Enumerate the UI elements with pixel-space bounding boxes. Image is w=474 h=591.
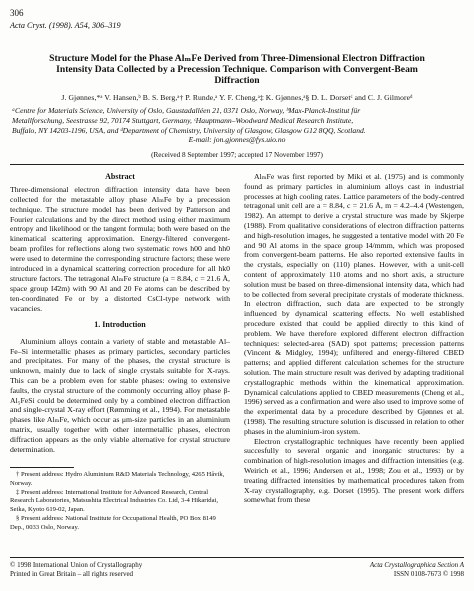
article-title [14, 53, 460, 87]
title-line-3: Diffraction [214, 75, 260, 87]
received-dates: (Received 8 September 1997; accepted 17 November 1997) [151, 151, 323, 159]
title-line-1: Structure Model for the Phase AlₘFe Derived from Three-Dimensional Electron Diffraction [49, 53, 425, 64]
footnote-2: ‡ Present address: International Institute for Advanced Research, Central Research Laboratories, Matsushita Electrical Industries Co. Ltd, 3-4 Hikaridai, Seika, Kyoto 619-02, Japan. [10, 488, 219, 513]
intro-section [10, 320, 230, 454]
footnotes [10, 471, 230, 533]
right-column [244, 172, 464, 505]
footnote-divider [10, 467, 74, 468]
journal-section: Acta Crystallographica Section A [369, 561, 464, 569]
header-divider [10, 164, 464, 165]
abstract-heading: Abstract [105, 172, 135, 181]
title-line-2: Intensity Data Collected by a Precession Technique. Comparison with Convergent-Beam [56, 64, 418, 76]
affiliation-line-1: ᵃCentre for Materials Science, University of Oslo, Gaustadalléen 21, 0371 Oslo, Norway, ᵇMax-Planck-Institut für [12, 106, 361, 115]
page-number: 306 [10, 8, 24, 18]
affiliations [12, 106, 462, 145]
author-list: J. Gjønnes,*ᵃ V. Hansen,ᵇ B. S. Berg,ᵃ† P. Runde,ᵃ Y. F. Cheng,ᵃ‡ K. Gjønnes,ᵃ§ D. L. Dorsetᶜ and C. J. Gilmoreᵈ [61, 93, 413, 102]
abstract-text: Three-dimensional electron diffraction intensity data have been collected for the metastable alloy phase AlₘFe by a precession technique. The structure model has been derived by Patterson and Fourier calculations and by the direct method using either maximum entropy and likelihood or the tangent formula; both were based on the kinematical scattering approximation. Energy-filtered convergent-beam profiles for reflections along two systematic rows h00 and hh0 were used to determine the corresponding structure factors; these were introduced in a dynamical scattering correction procedure for all hk0 structure factors. The tetragonal AlₘFe structure (a = 8.84, c = 21.6 Å, space group I4̄2m) with 90 Al and 20 Fe atoms can be described by ten-coordinated Fe or by a distorted CsCl-type network with vacancies. [10, 184, 230, 313]
printed-notice: Printed in Great Britain – all rights reserved [10, 570, 134, 578]
footer-divider [10, 557, 464, 558]
footnote-3: § Present address: National Institute for Occupational Health, PO Box 8149 Dep., 0033 Oslo, Norway. [10, 514, 216, 531]
section-heading-introduction: 1. Introduction [94, 320, 146, 329]
footer-left [10, 561, 142, 579]
right-paragraph-2: Electron crystallographic techniques have recently been applied succesfully to several organic and inorganic structures: by a combination of high-resolution images and diffraction intensities (e.g. Weirich et al., 1996; Andersen et al., 1998; Zou et al., 1993) or by treating diffracted intensities by mathematical procedures taken from X-ray crystallography, e.g. Dorset (1995). The present work differs somewhat from these [244, 436, 464, 505]
email-address: E-mail: jon.gjonnes@fys.uio.no [188, 135, 286, 145]
affiliation-line-3: Buffalo, NY 14203-1196, USA, and ᵈDepartment of Chemistry, University of Glasgow, Glasgow G12 8QQ, Scotland. [12, 125, 366, 135]
journal-citation-text: Acta Cryst. (1998). A54, 306–319 [10, 21, 121, 30]
affiliation-line-2: Metallforschung, Seestrasse 92, 70174 Stuttgart, Germany, ᶜHauptmann–Woodward Medical Research Institute, [12, 115, 354, 125]
intro-paragraph: Aluminium alloys contain a variety of stable and metastable Al–Fe–Si intermetallic phases as primary particles, secondary particles and precipitates. For many of the phases, the crystal structure is unknown, mainly due to lack of single crystals suitable for X-rays. This can be a problem even for stable phases: owing to extensive faults, the crystal structure of the commonly occurring alloy phase β-Al₅FeSi could be determined only by a combined electron diffraction and single-crystal X-ray effort (Rømming et al., 1994). For metastable phases like AlₘFe, which occur as μm-size particles in an aluminium matrix, usually together with other intermetallic phases, electron diffraction appears as the only viable alternative for crystal structure determination. [10, 336, 230, 454]
copyright-notice: © 1998 International Union of Crystallography [10, 561, 143, 569]
footer-right [290, 561, 464, 579]
left-column [10, 172, 230, 314]
issn: ISSN 0108-7673 © 1998 [393, 570, 464, 578]
footnote-1: † Present address: Hydro Aluminium R&D Materials Technology, 4265 Håvik, Norway. [10, 471, 225, 487]
journal-citation [10, 21, 121, 30]
right-paragraph-1: AlₘFe was first reported by Miki et al. (1975) and is commonly found as primary particles in aluminium alloys cast in industrial processes at high cooling rates. Lattice parameters of the body-centred tetragonal unit cell are a = 8.84, c = 21.6 Å, m = 4.2–4.4 (Westengen, 1982). An attempt to derive a crystal structure was made by Skjerpe (1988). From qualitative considerations of electron diffraction patterns and high-resolution images, he suggested a tentative model with 20 Fe and 90 Al atoms in the space group I4/mmm, which was proposed from convergent-beam patterns. He also reported extensive faults in the crystals, especially on (110) planes. However, with a unit-cell content of approximately 110 atoms and no short axis, a structure solution must be based on three-dimensional intensity data, which had to be collected from several precipitate crystals of moderate thickness. In electron diffraction, such data are expected to be strongly influenced by dynamical scattering effects. No well established procedure existed that could be applied directly to this kind of problem. We have therefore explored different electron diffraction techniques: selected-area (SAD) spot patterns; precession patterns (Vincent & Midgley, 1994); unfiltered and energy-filtered CBED patterns; and applied different calculation schemes for the structure solution. The main structure result was derived by adapting traditional crystallographic methods within the kinematical approximation. Dynamical calculations applied to CBED measurements (Cheng et al., 1996) served as a confirmation and were also used to improve some of the experimental data by a procedure described by Gjønnes et al. (1998). The resulting structure solution is discussed in relation to other phases in the aluminium-iron system. [244, 172, 464, 436]
